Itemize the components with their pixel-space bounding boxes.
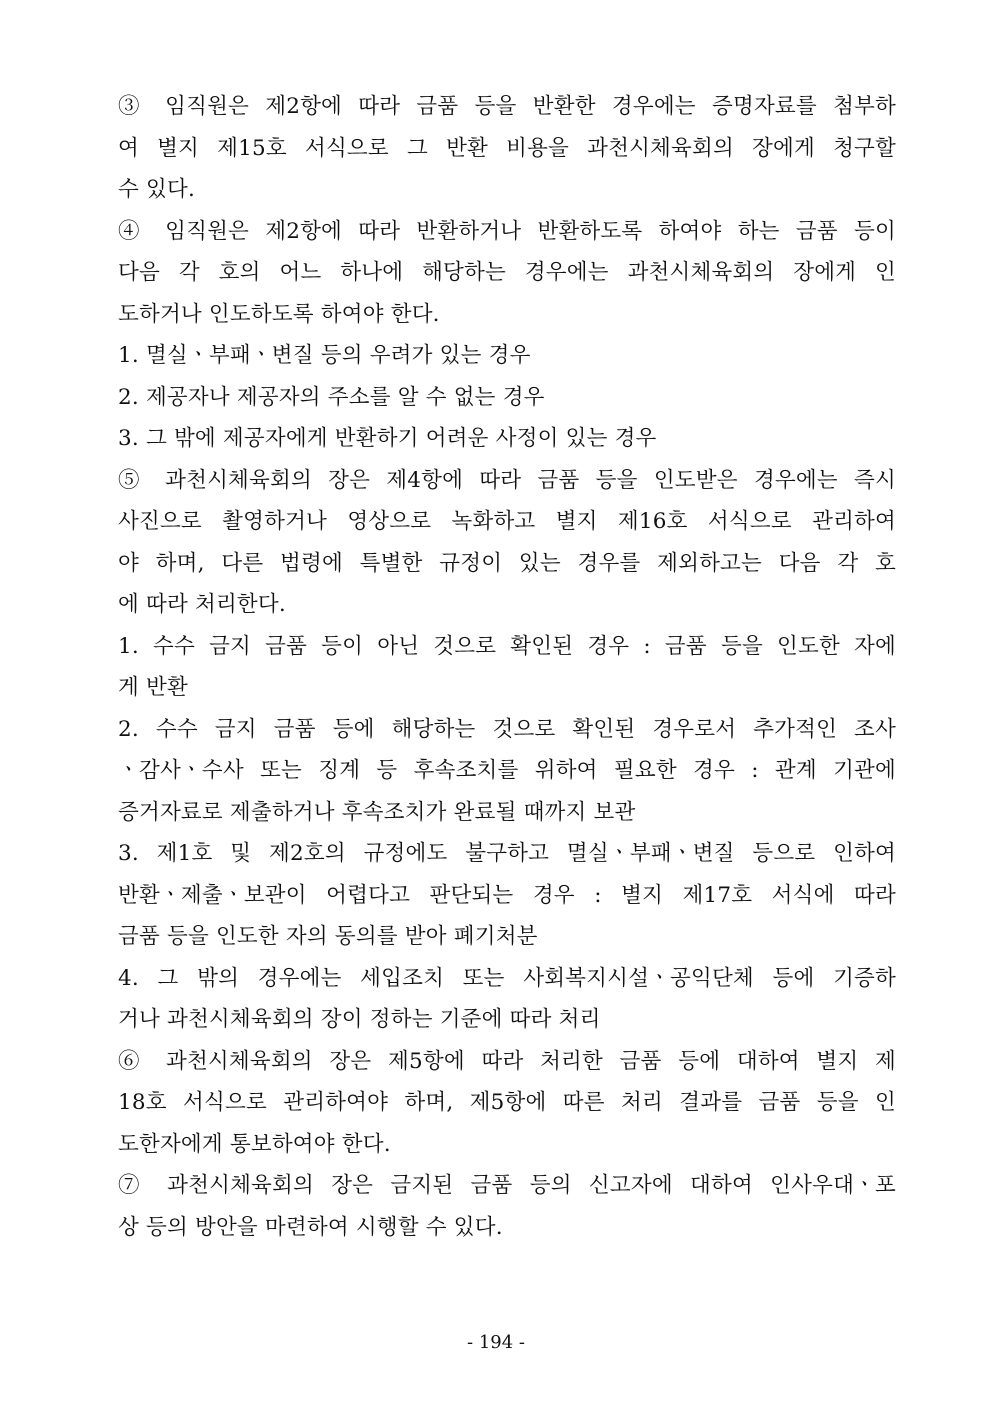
- text-line: 게 반환: [118, 675, 188, 700]
- document-body: [118, 86, 896, 1248]
- text-line: 여 별지 제15호 서식으로 그 반환 비용을 과천시체육회의 장에게 청구할: [118, 135, 896, 161]
- text-line: 3. 제1호 및 제2호의 규정에도 불구하고 멸실ㆍ부패ㆍ변질 등으로 인하여: [118, 841, 896, 866]
- text-line: 반환ㆍ제출ㆍ보관이 어렵다고 판단되는 경우 : 별지 제17호 서식에 따라: [118, 882, 896, 908]
- text-line: 수 있다.: [118, 177, 195, 202]
- text-line: ③ 임직원은 제2항에 따라 금품 등을 반환한 경우에는 증명자료를 첨부하: [118, 94, 896, 119]
- text-line: ⑦ 과천시체육회의 장은 금지된 금품 등의 신고자에 대하여 인사우대ㆍ포: [118, 1173, 896, 1198]
- text-line: 에 따라 처리한다.: [118, 592, 286, 617]
- text-line: 도하거나 인도하도록 하여야 한다.: [118, 301, 440, 327]
- text-line: ⑥ 과천시체육회의 장은 제5항에 따라 처리한 금품 등에 대하여 별지 제: [118, 1048, 896, 1074]
- text-line: 2. 수수 금지 금품 등에 해당하는 것으로 확인된 경우로서 추가적인 조사: [118, 716, 896, 742]
- text-line: 다음 각 호의 어느 하나에 해당하는 경우에는 과천시체육회의 장에게 인: [118, 260, 896, 285]
- text-line: 증거자료로 제출하거나 후속조치가 완료될 때까지 보관: [118, 799, 636, 825]
- text-line: 사진으로 촬영하거나 영상으로 녹화하고 별지 제16호 서식으로 관리하여: [118, 509, 896, 534]
- text-line: 야 하며, 다른 법령에 특별한 규정이 있는 경우를 제외하고는 다음 각 호: [118, 550, 896, 576]
- text-line: ⑤ 과천시체육회의 장은 제4항에 따라 금품 등을 인도받은 경우에는 즉시: [118, 467, 896, 493]
- text-line: 1. 멸실ㆍ부패ㆍ변질 등의 우려가 있는 경우: [118, 343, 531, 368]
- text-line: ④ 임직원은 제2항에 따라 반환하거나 반환하도록 하여야 하는 금품 등이: [118, 218, 896, 244]
- text-line: 금품 등을 인도한 자의 동의를 받아 폐기처분: [118, 924, 538, 949]
- text-line: 거나 과천시체육회의 장이 정하는 기준에 따라 처리: [118, 1007, 601, 1032]
- text-line: 4. 그 밖의 경우에는 세입조치 또는 사회복지시설ㆍ공익단체 등에 기증하: [118, 965, 896, 991]
- text-line: 1. 수수 금지 금품 등이 아닌 것으로 확인된 경우 : 금품 등을 인도한 자에: [118, 633, 896, 659]
- text-line: 상 등의 방안을 마련하여 시행할 수 있다.: [118, 1214, 503, 1240]
- text-line: 2. 제공자나 제공자의 주소를 알 수 없는 경우: [118, 384, 545, 410]
- text-line: 18호 서식으로 관리하여야 하며, 제5항에 따른 처리 결과를 금품 등을 인: [118, 1090, 896, 1115]
- text-line: 도한자에게 통보하여야 한다.: [118, 1131, 391, 1157]
- text-line: 3. 그 밖에 제공자에게 반환하기 어려운 사정이 있는 경우: [118, 426, 657, 451]
- text-line: ㆍ감사ㆍ수사 또는 징계 등 후속조치를 위하여 필요한 경우 : 관계 기관에: [118, 758, 896, 783]
- page-number: - 194 -: [467, 1332, 525, 1353]
